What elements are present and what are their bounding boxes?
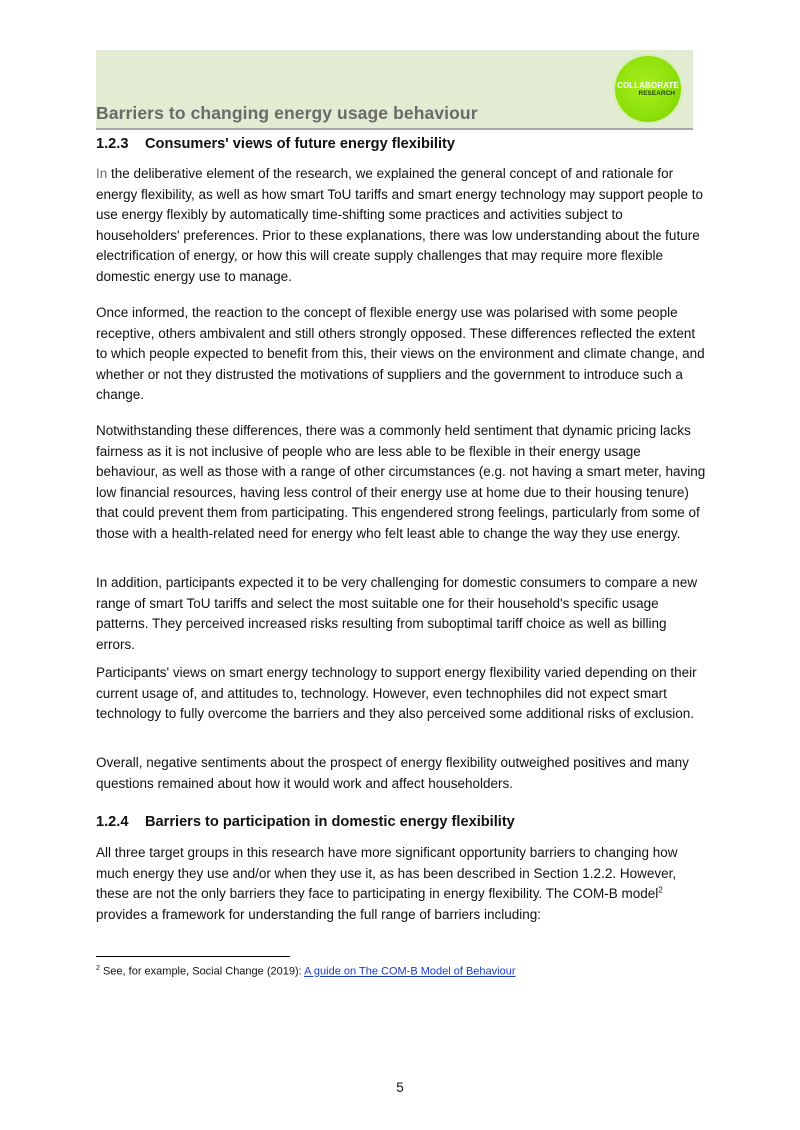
paragraph-3: Notwithstanding these differences, there was a commonly held sentiment that dynamic pricing lacks fairness as it is not inclusive of people who are less able to be flexible in their energy usage behaviour, as well as those with a range of other circumstances (e.g. not having a smart meter, having low financial resources, having less control of their energy use at home due to their housing tenure) that could prevent them from participating. This engendered strong feelings, particularly from some of those with a health-related need for energy who felt least able to change the way they use energy. xyxy=(96,423,706,541)
section-heading-1-2-4 xyxy=(96,814,706,830)
section-title: Consumers' views of future energy flexibility xyxy=(145,136,456,152)
footnote xyxy=(96,965,516,978)
paragraph-text: All three target groups in this research have more significant opportunity barriers to changing how much energy they use and/or when they use it, as has been described in Section 1.2.2. However, these are not the only barriers they face to participating in energy flexibility. The COM-B model xyxy=(96,845,678,902)
section-number: 1.2.3 xyxy=(96,136,129,152)
footnote-marker: 2 xyxy=(96,965,100,972)
logo-text-line2: RESEARCH xyxy=(638,90,675,97)
paragraph-6: Overall, negative sentiments about the prospect of energy flexibility outweighed positives and many questions remained about how it would work and affect householders. xyxy=(96,755,689,791)
paragraph-4: In addition, participants expected it to be very challenging for domestic consumers to compare a new range of smart ToU tariffs and select the most suitable one for their household's specific usage patterns. They perceived increased risks resulting from suboptimal tariff choice as well as billing errors. xyxy=(96,575,698,652)
section-number: 1.2.4 xyxy=(96,814,129,830)
section-heading-1-2-3 xyxy=(96,136,706,152)
paragraph-7 xyxy=(96,843,706,925)
footnote-reference[interactable]: 2 xyxy=(658,885,663,895)
footnote-separator xyxy=(96,956,290,957)
paragraph-2: Once informed, the reaction to the concept of flexible energy use was polarised with some people receptive, others ambivalent and still others strongly opposed. These differences reflected the extent to which people expected to benefit from this, their views on the environment and climate change, and whether or not they distrusted the motivations of suppliers and the government to introduce such a change. xyxy=(96,305,705,403)
footnote-link[interactable]: A guide on The COM-B Model of Behaviour xyxy=(304,965,516,978)
page-header xyxy=(96,50,693,130)
paragraph-1 xyxy=(96,164,706,288)
paragraph-text: the deliberative element of the research, we explained the general concept of and rationale for energy flexibility, as well as how smart ToU tariffs and smart energy technology may support people to use energy flexibly by automatically time-shifting some practices and activities subject to householders' preferences. Prior to these explanations, there was low understanding about the future electrification of energy, or how this will create supply challenges that may require more flexible domestic energy use to manage. xyxy=(96,166,704,284)
paragraph-first-word: In xyxy=(96,166,108,181)
collaborate-research-logo xyxy=(615,56,681,122)
footnote-text: See, for example, Social Change (2019): xyxy=(99,965,305,978)
logo-text-line1: COLLABORATE xyxy=(617,81,679,90)
section-title: Barriers to participation in domestic energy flexibility xyxy=(145,814,515,830)
paragraph-5: Participants' views on smart energy technology to support energy flexibility varied depending on their current usage of, and attitudes to, technology. However, even technophiles did not expect smart technology to fully overcome the barriers and they also perceived some additional risks of exclusion. xyxy=(96,665,697,722)
page-number: 5 xyxy=(396,1080,404,1095)
header-title: Barriers to changing energy usage behaviour xyxy=(96,103,478,123)
paragraph-text-end: provides a framework for understanding the full range of barriers including: xyxy=(96,906,541,922)
